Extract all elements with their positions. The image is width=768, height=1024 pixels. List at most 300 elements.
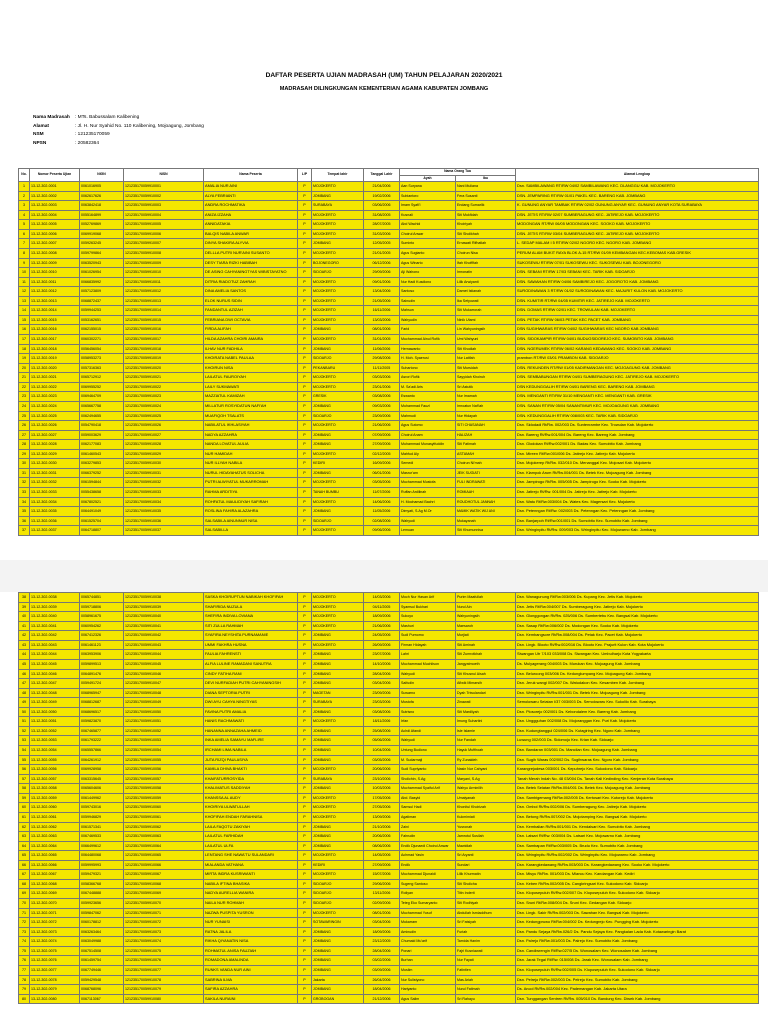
cell-lp: P xyxy=(298,239,312,249)
cell-lp: P xyxy=(298,182,312,192)
table-row xyxy=(19,497,759,507)
cell-alamat: DSN. NGERUMEK RT/RW 06/02 KARANG KEDAWANG KEC. SOOKO KAB. JOMBANG xyxy=(516,344,759,354)
cell-ayah: Subiantoro xyxy=(400,191,456,201)
cell-tempat-lahir: JOMBANG xyxy=(312,746,364,756)
cell-tanggal-lahir: 03/05/2006 xyxy=(364,755,400,765)
table-row xyxy=(19,201,759,211)
cell-no: 4 xyxy=(19,210,30,220)
cell-ibu: Nur Fandah xyxy=(456,736,516,746)
cell-nisn: 121235170059910063 xyxy=(124,832,204,842)
cell-nama: CINDY FATIHA RANI xyxy=(204,669,298,679)
cell-tanggal-lahir: 14/05/2006 xyxy=(364,851,400,861)
cell-tempat-lahir: MOJOKERTO xyxy=(312,612,364,622)
cell-nign: 0061793222 xyxy=(80,736,124,746)
cell-nomor-peserta: 13-12-302-0003 xyxy=(30,201,80,211)
cell-lp: P xyxy=(298,784,312,794)
cell-nomor-peserta: 13-12-302-0020 xyxy=(30,363,80,373)
table-row xyxy=(19,315,759,325)
cell-nomor-peserta: 13-12-302-0058 xyxy=(30,784,80,794)
cell-tanggal-lahir: 08/01/2006 xyxy=(364,908,400,918)
header-ibu: Ibu xyxy=(456,175,516,182)
cell-tempat-lahir: MOJOKERTO xyxy=(312,373,364,383)
cell-nisn: 121235170059910021 xyxy=(124,373,204,383)
cell-no: 10 xyxy=(19,268,30,278)
cell-ibu: Ry Zunaideh xyxy=(456,755,516,765)
cell-ayah: Dimyati, S.Ag M.Or xyxy=(400,507,456,517)
cell-tanggal-lahir: 03/06/2006 xyxy=(364,201,400,211)
cell-nomor-peserta: 13-12-302-0011 xyxy=(30,277,80,287)
cell-ayah: Endik Djunaedi Choirul Anwar xyxy=(400,841,456,851)
cell-ibu: Choirun Nisa xyxy=(456,248,516,258)
cell-nomor-peserta: 13-12-302-0026 xyxy=(30,421,80,431)
cell-ibu: SITI CHASANAH xyxy=(456,421,516,431)
cell-ibu: Sayyidah Khoiruh xyxy=(456,373,516,383)
cell-nomor-peserta: 13-12-302-0051 xyxy=(30,717,80,727)
cell-tempat-lahir: MOJOKERTO xyxy=(312,717,364,727)
cell-lp: P xyxy=(298,746,312,756)
cell-ayah: Firman Hidayah xyxy=(400,640,456,650)
cell-nign: 0058366768 xyxy=(80,879,124,889)
cell-alamat: DSN. MENGANTI RT/RW 31/10 MENGANTI KEC. MENGANTI KAB. GRESIK xyxy=(516,392,759,402)
cell-nisn: 121235170059910029 xyxy=(124,449,204,459)
cell-alamat: Dsn. Wringinpitu Rt/Rw.002/002 Ds. Wringinpitu Kec. Mojowarno Kab. Jombang xyxy=(516,851,759,861)
cell-nisn: 121235170059910065 xyxy=(124,851,204,861)
cell-lp: P xyxy=(298,373,312,383)
cell-no: 36 xyxy=(19,516,30,526)
cell-nomor-peserta: 13-12-302-0080 xyxy=(30,994,80,1004)
cell-nign: 0067469533 xyxy=(80,832,124,842)
cell-no: 19 xyxy=(19,354,30,364)
table-row xyxy=(19,669,759,679)
cell-nomor-peserta: 13-12-302-0048 xyxy=(30,688,80,698)
cell-nign: 0061571341 xyxy=(80,822,124,832)
cell-ayah: Wahyudi xyxy=(400,736,456,746)
cell-ayah: Choirul Anam xyxy=(400,430,456,440)
cell-nign: 0054790418 xyxy=(80,421,124,431)
cell-nama: MIRTA INDRA KUSRIWANTI xyxy=(204,870,298,880)
cell-nama: NAILA NUR ROHMAH xyxy=(204,899,298,909)
table-row xyxy=(19,248,759,258)
cell-nisn: 121235170059910016 xyxy=(124,325,204,335)
cell-nign: 0060302271 xyxy=(80,335,124,345)
cell-nign: 0063279853 xyxy=(80,459,124,469)
cell-nign: 0052769869 xyxy=(80,220,124,230)
cell-nisn: 121235170059910035 xyxy=(124,507,204,517)
cell-nign: 0059799864 xyxy=(80,248,124,258)
cell-tanggal-lahir: 03/08/2006 xyxy=(364,392,400,402)
cell-no: 63 xyxy=(19,832,30,842)
header-tempat-lahir: Tempat lahir xyxy=(312,169,364,182)
table-row xyxy=(19,440,759,450)
cell-nign: 0065744851 xyxy=(80,593,124,603)
cell-alamat: Tanah Merah Indah No. 48 03/004 Ds. Tanah Kali Kedinding Kec. Kenjeran Kota Surabaya xyxy=(516,774,759,784)
cell-nomor-peserta: 13-12-302-0001 xyxy=(30,182,80,192)
cell-nisn: 121235170059910072 xyxy=(124,918,204,928)
cell-nomor-peserta: 13-12-302-0067 xyxy=(30,870,80,880)
cell-lp: P xyxy=(298,726,312,736)
cell-tempat-lahir: GROBOGAN xyxy=(312,994,364,1004)
table-row xyxy=(19,401,759,411)
cell-tempat-lahir: KEDIRI xyxy=(312,860,364,870)
cell-tempat-lahir: SURABAYA xyxy=(312,774,364,784)
table-row xyxy=(19,287,759,297)
cell-no: 41 xyxy=(19,621,30,631)
cell-ayah: Lahri xyxy=(400,650,456,660)
cell-no: 46 xyxy=(19,669,30,679)
cell-ibu: Nur Imamah xyxy=(456,392,516,402)
cell-tempat-lahir: JOMBANG xyxy=(312,430,364,440)
cell-alamat: Dsn. Watu Rt/Rw.003/004 Ds. Wates Kec. Magersari Kec. Mojokerto xyxy=(516,497,759,507)
cell-tempat-lahir: SIDOARJO xyxy=(312,268,364,278)
cell-tanggal-lahir: 21/06/2006 xyxy=(364,421,400,431)
cell-ibu: ROMIAAH xyxy=(456,488,516,498)
meta-key: Nama Madrasah xyxy=(33,115,70,120)
cell-ayah: Aminudin xyxy=(400,927,456,937)
cell-nomor-peserta: 13-12-302-0069 xyxy=(30,889,80,899)
cell-no: 48 xyxy=(19,688,30,698)
cell-tanggal-lahir: 13/04/2006 xyxy=(364,287,400,297)
cell-ibu: Endang Sumarlik xyxy=(456,201,516,211)
cell-nomor-peserta: 13-12-302-0066 xyxy=(30,860,80,870)
cell-tempat-lahir: MOJOKERTO xyxy=(312,449,364,459)
cell-alamat: Dsn. Sugih Waras 002/002 Ds. Sugihwaras Kec. Ngoro Kab. Jombang xyxy=(516,755,759,765)
cell-no: 56 xyxy=(19,765,30,775)
cell-nign: 0065712912 xyxy=(80,373,124,383)
cell-tanggal-lahir: 26/04/2006 xyxy=(364,975,400,985)
cell-nisn: 121235170059910027 xyxy=(124,430,204,440)
cell-nama: IRCHAMI LIMA NABILA xyxy=(204,746,298,756)
cell-nign: 0061449962 xyxy=(80,793,124,803)
cell-no: 54 xyxy=(19,746,30,756)
cell-alamat: DSN. SANAN RT/RW 05/04 SANANTIMUR KEC. MOJOAGUNG KAB. JOMBANG xyxy=(516,401,759,411)
cell-nomor-peserta: 13-12-302-0056 xyxy=(30,765,80,775)
cell-nama: NUR ILLYAH NABILA xyxy=(204,459,298,469)
cell-nomor-peserta: 13-12-302-0055 xyxy=(30,755,80,765)
cell-nisn: 121235170059910025 xyxy=(124,411,204,421)
cell-nisn: 121235170059910056 xyxy=(124,765,204,775)
table-row xyxy=(19,258,759,268)
cell-tanggal-lahir: 23/07/2006 xyxy=(364,650,400,660)
cell-nisn: 121235170059910069 xyxy=(124,889,204,899)
cell-ayah: Sholichin, S.Ag xyxy=(400,774,456,784)
cell-nama: DITRIA RIADOTUZ ZAHRAH xyxy=(204,277,298,287)
cell-nama: RIKHA QIYANATIN NISA xyxy=(204,937,298,947)
cell-nama: NANDA LOVATUL AULIA xyxy=(204,440,298,450)
cell-ibu: Ifah Khoffifah xyxy=(456,258,516,268)
cell-alamat: Dsn. Kloposepuluh Rt/Rw.002/007 Ds. Kloposepuluh Kec. Sukodono Kab. Sidoarjo xyxy=(516,889,759,899)
cell-lp: P xyxy=(298,994,312,1004)
cell-no: 57 xyxy=(19,774,30,784)
cell-tanggal-lahir: 04/11/2005 xyxy=(364,602,400,612)
cell-nisn: 121235170059910050 xyxy=(124,707,204,717)
cell-nign: 0064261912 xyxy=(80,755,124,765)
cell-nama: NADYA AURELLIA WANIRA xyxy=(204,889,298,899)
cell-ayah: Muhammad Munasyifuddin xyxy=(400,440,456,450)
cell-nama: RAHMA ARDITIYA xyxy=(204,488,298,498)
cell-nomor-peserta: 13-12-302-0042 xyxy=(30,631,80,641)
header-tanggal-lahir: Tanggal Lahir xyxy=(364,169,400,182)
cell-nama: DEVI NURFADIAH PUTRI CAHYANINGSIH xyxy=(204,679,298,689)
cell-ibu: Furiah xyxy=(456,927,516,937)
cell-ayah: Muchammad Muchlison xyxy=(400,659,456,669)
cell-lp: P xyxy=(298,640,312,650)
cell-tempat-lahir: JOMBANG xyxy=(312,344,364,354)
cell-tempat-lahir: JOMBANG xyxy=(312,937,364,947)
cell-nomor-peserta: 13-12-302-0035 xyxy=(30,507,80,517)
cell-lp: P xyxy=(298,918,312,928)
cell-ibu: Ika Setyowati xyxy=(456,296,516,306)
cell-ayah: Sugeng Santoso xyxy=(400,879,456,889)
table-row xyxy=(19,325,759,335)
cell-nisn: 121235170059910032 xyxy=(124,478,204,488)
cell-nisn: 121235170059910005 xyxy=(124,220,204,230)
cell-ayah: Imam Syafi'i xyxy=(400,201,456,211)
cell-ibu: Damet Istianah xyxy=(456,287,516,297)
cell-alamat: Dsn. SAMBILAWANG RT/RW 04/02 SAMBILAWANG KEC. DLANGGU KAB. MOJOKERTO xyxy=(516,182,759,192)
cell-ibu: Siti Sholikhah xyxy=(456,229,516,239)
cell-nign: 0066379252 xyxy=(80,468,124,478)
cell-alamat: K. GUNUNG ANYAR TAMBAK RT/RW 02/02 GUNUNG ANYAR KEC. GUNUNG ANYAR KOTA SURABAYA xyxy=(516,201,759,211)
table-row xyxy=(19,803,759,813)
cell-nisn: 121235170059910028 xyxy=(124,440,204,450)
meta-value: : 20582364 xyxy=(75,140,100,146)
cell-alamat: DSN. JEMPARING RT/RW 01/01 PAKEL KEC. BARENG KAB. JOMBANG xyxy=(516,191,759,201)
cell-ibu: Umi Wahyuni xyxy=(456,335,516,345)
cell-lp: P xyxy=(298,488,312,498)
cell-alamat: Dsn. Pandu Sejaya Rt/Rw.026/2 Ds. Pandu Sejaya Kec. Pangkalan Lada Kab. Kotawaringin Barat xyxy=(516,927,759,937)
cell-nisn: 121235170059910067 xyxy=(124,870,204,880)
cell-ayah: Chumaid Mu'arif xyxy=(400,937,456,947)
cell-lp: P xyxy=(298,268,312,278)
cell-nomor-peserta: 13-12-302-0009 xyxy=(30,258,80,268)
cell-lp: P xyxy=(298,669,312,679)
cell-nign: 0057123809 xyxy=(80,287,124,297)
cell-nomor-peserta: 13-12-302-0046 xyxy=(30,669,80,679)
cell-no: 12 xyxy=(19,287,30,297)
cell-alamat: Dsn. Bareng Rt/Rw.001/004 Ds. Bareng Kec. Bareng Kab. Jombang xyxy=(516,430,759,440)
cell-lp: P xyxy=(298,229,312,239)
cell-nama: SHEFIRA INDIVA LOVIANA xyxy=(204,612,298,622)
cell-alamat: Dsn. Palrejo Rt/Rw.001/003 Ds. Palrejo Kec. Sumobito Kab. Jombang xyxy=(516,937,759,947)
table-row xyxy=(19,879,759,889)
cell-nomor-peserta: 13-12-302-0054 xyxy=(30,746,80,756)
cell-tempat-lahir: MOJOKERTO xyxy=(312,803,364,813)
table-row xyxy=(19,478,759,488)
cell-alamat: Dsn. Jarak Tegal Rt/Rw. 015/008 Ds. Jarak Kec. Wonosalam Kab. Jombang xyxy=(516,956,759,966)
cell-ayah: Mukarram xyxy=(400,918,456,928)
cell-tanggal-lahir: 31/08/2005 xyxy=(364,210,400,220)
header-ayah: Ayah xyxy=(400,175,456,182)
cell-nisn: 121235170059910019 xyxy=(124,354,204,364)
cell-tempat-lahir: JOMBANG xyxy=(312,440,364,450)
cell-nign: 0065557866 xyxy=(80,746,124,756)
table-row xyxy=(19,296,759,306)
cell-lp: P xyxy=(298,516,312,526)
cell-ibu: Siti Mardliyah xyxy=(456,707,516,717)
cell-nign: 0059823870 xyxy=(80,717,124,727)
cell-tempat-lahir: JOMBANG xyxy=(312,956,364,966)
meta-key: NPSN xyxy=(33,140,47,146)
cell-nisn: 121235170059910008 xyxy=(124,248,204,258)
cell-ibu: Nur Hidayah xyxy=(456,411,516,421)
cell-tanggal-lahir: 17/05/2006 xyxy=(364,793,400,803)
document-title: DAFTAR PESERTA UJIAN MADRASAH (UM) TAHUN PELAJARAN 2020/2021 xyxy=(265,72,503,79)
cell-nomor-peserta: 13-12-302-0005 xyxy=(30,220,80,230)
cell-nomor-peserta: 13-12-302-0036 xyxy=(30,516,80,526)
cell-no: 31 xyxy=(19,468,30,478)
cell-tempat-lahir: JOMBANG xyxy=(312,946,364,956)
cell-alamat: Dsn. Tunggangan Sentren Rt/Rw. 005/010 Ds. Bandung Kec. Diwek Kab. Jombang xyxy=(516,994,759,1004)
cell-ibu: Jangyatmoeth xyxy=(456,659,516,669)
cell-ibu: Purim Maafullah xyxy=(456,593,516,603)
cell-nomor-peserta: 13-12-302-0039 xyxy=(30,602,80,612)
cell-ayah: Sainudin xyxy=(400,296,456,306)
cell-lp: P xyxy=(298,277,312,287)
cell-nomor-peserta: 13-12-302-0061 xyxy=(30,812,80,822)
cell-nomor-peserta: 13-12-302-0031 xyxy=(30,468,80,478)
cell-alamat: Dsn. Glonggongan Rt/Rw. 025/006 Ds. Sumbertebu Kec. Bangsal Kab. Mojokerto xyxy=(516,612,759,622)
cell-nama: KHOIRUN NISA xyxy=(204,363,298,373)
cell-nisn: 121235170059910042 xyxy=(124,631,204,641)
table-row xyxy=(19,421,759,431)
cell-ayah: Choirul Anwar xyxy=(400,229,456,239)
cell-lp: P xyxy=(298,201,312,211)
cell-nomor-peserta: 13-12-302-0034 xyxy=(30,497,80,507)
cell-tanggal-lahir: 08/01/2006 xyxy=(364,325,400,335)
cell-nomor-peserta: 13-12-302-0064 xyxy=(30,841,80,851)
cell-alamat: Dsn. Glodokan Rt/Rw.002/001 Ds. Badas Kec. Sumobito Kab. Jombang xyxy=(516,440,759,450)
cell-tempat-lahir: JOMBANG xyxy=(312,239,364,249)
cell-tanggal-lahir: 31/01/2005 xyxy=(364,335,400,345)
cell-tanggal-lahir: 26/09/2006 xyxy=(364,640,400,650)
cell-nomor-peserta: 13-12-302-0006 xyxy=(30,229,80,239)
cell-nama: KHAIFATURROSYIDA xyxy=(204,774,298,784)
cell-ibu: Ernawati Rifhatlah xyxy=(456,239,516,249)
cell-alamat: Dsn. Petenngan Rt/Rw. 002/003 Ds. Petenngan Kec. Petenngan Kab. Jombang xyxy=(516,507,759,517)
cell-no: 6 xyxy=(19,229,30,239)
cell-ibu: Siti Khumunnisa xyxy=(456,526,516,536)
cell-ibu: Nur Latifah xyxy=(456,354,516,364)
cell-nisn: 121235170059910055 xyxy=(124,755,204,765)
cell-lp: P xyxy=(298,459,312,469)
cell-no: 39 xyxy=(19,602,30,612)
cell-alamat: Siwangan Utr 7/103 033/008 Ds. Siwangan Kec. Umbulharjo Kota Yogyakarta xyxy=(516,650,759,660)
cell-lp: P xyxy=(298,659,312,669)
cell-nomor-peserta: 13-12-302-0078 xyxy=(30,975,80,985)
cell-nama: DWI AYU CAHYA NINGTIYAS xyxy=(204,698,298,708)
cell-nign: 0056456054 xyxy=(80,344,124,354)
cell-no: 79 xyxy=(19,985,30,995)
cell-no: 7 xyxy=(19,239,30,249)
cell-ibu: Siti Mukarrorah xyxy=(456,306,516,316)
cell-alamat: DSN. SAWAHAN RT/RW 04/06 SAMBIREJO KEC. JOGOROTO KAB. JOMBANG xyxy=(516,277,759,287)
cell-ayah: Sutrisno xyxy=(400,707,456,717)
cell-no: 42 xyxy=(19,631,30,641)
cell-lp: P xyxy=(298,526,312,536)
cell-alamat: Dsn. Mireen Rt/Rw.001/006 Ds. Jatirejo Kec. Jatirejo Kab. Mojokerto xyxy=(516,449,759,459)
cell-no: 73 xyxy=(19,927,30,937)
cell-tanggal-lahir: 11/05/2006 xyxy=(364,507,400,517)
cell-ayah: Nur Hadi Kusdiono xyxy=(400,277,456,287)
cell-tanggal-lahir: 29/09/2006 xyxy=(364,268,400,278)
table-row xyxy=(19,612,759,622)
cell-tanggal-lahir: 19/02/2006 xyxy=(364,191,400,201)
cell-nisn: 121235170059910031 xyxy=(124,468,204,478)
cell-alamat: Dsn. Jampirogo Rt/Rw. 005/005 Ds. Jampirogo Kec. Sooko Kab. Mojokerto xyxy=(516,478,759,488)
cell-tempat-lahir: MOJOKERTO xyxy=(312,812,364,822)
cell-nama: KHOFIFAH ENDAH FARAHNISA xyxy=(204,812,298,822)
cell-nama: NURUL HIDAYAHATUS SOLICHA xyxy=(204,468,298,478)
cell-no: 59 xyxy=(19,793,30,803)
table-row xyxy=(19,812,759,822)
cell-tempat-lahir: JOMBANG xyxy=(312,650,364,660)
cell-nisn: 121235170059910053 xyxy=(124,736,204,746)
cell-tanggal-lahir: 02/09/2006 xyxy=(364,899,400,909)
cell-nomor-peserta: 13-12-302-0012 xyxy=(30,287,80,297)
cell-nama: SAKILA NURAINI xyxy=(204,994,298,1004)
cell-alamat: Dsn. Wanagunung Rt/Rw.003/006 Ds. Kupang Kec. Jetis Kab. Mojokerto xyxy=(516,593,759,603)
cell-ibu: Wahyu Arminilih xyxy=(456,784,516,794)
cell-tanggal-lahir: 20/06/2006 xyxy=(364,765,400,775)
cell-nisn: 121235170059910052 xyxy=(124,726,204,736)
cell-nisn: 121235170059910001 xyxy=(124,182,204,192)
cell-tempat-lahir: TANAH BUMBU xyxy=(312,488,364,498)
cell-lp: P xyxy=(298,440,312,450)
table-row xyxy=(19,306,759,316)
cell-alamat: Dsn. Unggguhan 002/008 Ds. Mojoranggan Kec. Puri Kab. Mojokerto xyxy=(516,717,759,727)
cell-lp: P xyxy=(298,287,312,297)
cell-nomor-peserta: 13-12-302-0077 xyxy=(30,965,80,975)
cell-ibu: Afiwik Mimarsih xyxy=(456,679,516,689)
cell-alamat: Ds. Mulyagerang 004/003 Ds. Murukan Kec. Mojoagung Kab. Jombang xyxy=(516,659,759,669)
cell-no: 23 xyxy=(19,392,30,402)
cell-tanggal-lahir: 10/03/2006 xyxy=(364,784,400,794)
cell-lp: P xyxy=(298,707,312,717)
cell-nisn: 121235170059910013 xyxy=(124,296,204,306)
cell-lp: P xyxy=(298,392,312,402)
cell-ayah: Aji Wahono xyxy=(400,268,456,278)
cell-nign: 0055438658 xyxy=(80,488,124,498)
cell-tempat-lahir: JOMBANG xyxy=(312,784,364,794)
cell-tempat-lahir: MOJOKERTO xyxy=(312,851,364,861)
cell-alamat: DSN. SEMBABUNGAN RT/RW 04/01 SUMBERAGUNG KEC. JATIREJO KAB. MOJOKERTO xyxy=(516,373,759,383)
cell-lp: P xyxy=(298,975,312,985)
cell-nomor-peserta: 13-12-302-0018 xyxy=(30,344,80,354)
cell-alamat: SUKOSEWU RT/RW 07/01 SUKOSEWU KEC. SUKOSEWU KAB. BOJONEGORO xyxy=(516,258,759,268)
cell-alamat: Dsn. Jatirejo Rt/Rw. 001/004 Ds. Jatirejo Kec. Jatirejo Kab. Mojokerto xyxy=(516,488,759,498)
cell-nama: NUR YUNAISI xyxy=(204,918,298,928)
cell-ibu: Siti Rodhiyah xyxy=(456,899,516,909)
cell-lp: P xyxy=(298,248,312,258)
cell-no: 28 xyxy=(19,440,30,450)
cell-nama: KHOIRIYA ULWATULLAH xyxy=(204,803,298,813)
cell-nama: ROHMATUL ANISA FAUZIAH xyxy=(204,946,298,956)
cell-nign: 0061026954 xyxy=(80,268,124,278)
cell-ayah: Mahmudi xyxy=(400,411,456,421)
table-row xyxy=(19,373,759,383)
cell-nign: 0068696517 xyxy=(80,707,124,717)
cell-tempat-lahir: JOMBANG xyxy=(312,669,364,679)
cell-lp: P xyxy=(298,927,312,937)
cell-nomor-peserta: 13-12-302-0014 xyxy=(30,306,80,316)
cell-no: 11 xyxy=(19,277,30,287)
cell-lp: P xyxy=(298,688,312,698)
cell-ibu: Nurul Fatimah xyxy=(456,985,516,995)
table-row xyxy=(19,507,759,517)
cell-nama: ROSLINA FAHIRA ALAZAHRA xyxy=(204,507,298,517)
cell-ayah: Abd. Basyid xyxy=(400,793,456,803)
meta-key: NSM xyxy=(33,132,44,137)
